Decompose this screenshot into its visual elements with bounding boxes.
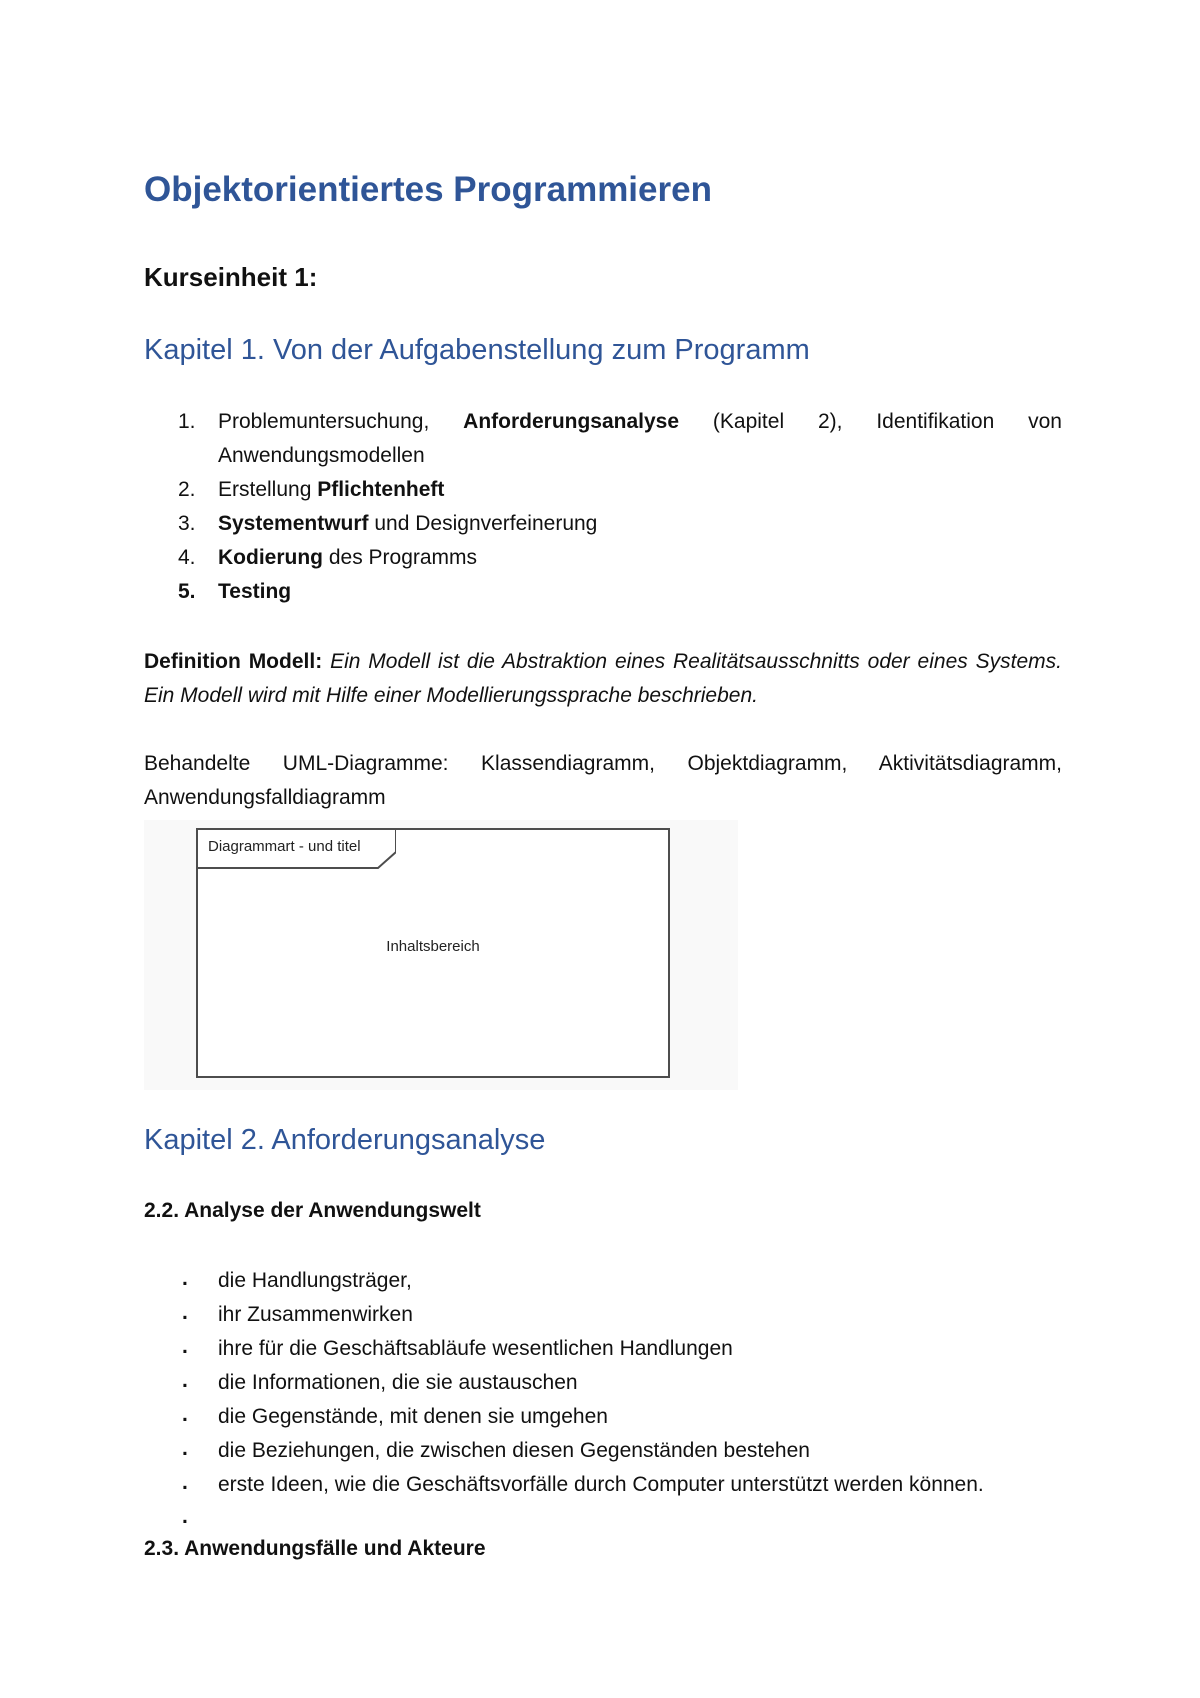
definition-label: Definition Modell: [144, 650, 323, 673]
step-keyword: Kodierung [218, 546, 323, 569]
step-item [144, 507, 1062, 541]
step-text: und Designverfeinerung [368, 512, 598, 535]
bullet-text: erste Ideen, wie die Geschäftsvorfälle durch Computer unterstützt werden können. [218, 1473, 984, 1496]
diagram-frame [196, 828, 670, 1078]
list-item [144, 1400, 1062, 1434]
step-text: des Programms [323, 546, 478, 569]
step-text: (Kapitel 2), Identifikation von Anwendungsmodellen [218, 410, 1067, 467]
bullet-marker: . [182, 1437, 188, 1460]
step-keyword: Anforderungsanalyse [463, 410, 680, 433]
bullet-marker: . [182, 1505, 188, 1528]
bullet-marker: . [182, 1335, 188, 1358]
section-2-2-heading: 2.2. Analyse der Anwendungswelt [144, 1199, 481, 1222]
uml-frame-diagram [144, 820, 738, 1090]
step-keyword: Testing [218, 580, 292, 603]
step-item [144, 541, 1062, 575]
document-title: Objektorientiertes Programmieren [144, 170, 712, 209]
section-2-3-heading: 2.3. Anwendungsfälle und Akteure [144, 1537, 486, 1560]
chapter-2-heading: Kapitel 2. Anforderungsanalyse [144, 1124, 546, 1156]
step-number: 3. [178, 512, 196, 535]
list-item [144, 1502, 1062, 1536]
bullet-marker: . [182, 1403, 188, 1426]
uml-diagrams-text: Behandelte UML-Diagramme: Klassendiagramm, Objektdiagramm, Aktivitätsdiagramm, Anwendungsfalldiagramm [144, 752, 1062, 809]
bullet-text: die Handlungsträger, [218, 1269, 412, 1292]
step-item [144, 473, 1062, 507]
bullet-marker: . [182, 1471, 188, 1494]
model-definition [144, 645, 1062, 713]
step-number: 2. [178, 478, 196, 501]
step-keyword: Systementwurf [218, 512, 369, 535]
bullet-text: die Beziehungen, die zwischen diesen Gegenständen bestehen [218, 1439, 810, 1462]
bullet-marker: . [182, 1301, 188, 1324]
diagram-content-label: Inhaltsbereich [386, 938, 480, 955]
step-item [144, 575, 1062, 609]
bullet-text: die Gegenstände, mit denen sie umgehen [218, 1405, 608, 1428]
chapter-1-heading: Kapitel 1. Von der Aufgabenstellung zum Programm [144, 334, 810, 366]
list-item [144, 1332, 1062, 1366]
step-number: 4. [178, 546, 196, 569]
course-unit-heading: Kurseinheit 1: [144, 262, 318, 292]
step-text: Problemuntersuchung, [218, 410, 464, 433]
development-steps-list [144, 405, 1067, 609]
step-keyword: Pflichtenheft [317, 478, 445, 501]
step-number: 1. [178, 410, 196, 433]
definition-text: Ein Modell ist die Abstraktion eines Realitätsausschnitts oder eines Systems. Ein Modell wird mit Hilfe einer Modellierungssprache beschrieben. [144, 650, 1062, 707]
bullet-marker: . [182, 1369, 188, 1392]
bullet-text: ihre für die Geschäftsabläufe wesentlichen Handlungen [218, 1337, 733, 1360]
list-item [144, 1434, 1062, 1468]
list-item [144, 1468, 1062, 1502]
list-item [144, 1366, 1062, 1400]
analysis-bullet-list [144, 1264, 1062, 1536]
bullet-text: ihr Zusammenwirken [218, 1303, 413, 1326]
diagram-tab-label: Diagrammart - und titel [208, 838, 361, 855]
bullet-marker: . [182, 1267, 188, 1290]
list-item [144, 1298, 1062, 1332]
step-text: Erstellung [218, 478, 318, 501]
step-number: 5. [178, 580, 196, 603]
bullet-text: die Informationen, die sie austauschen [218, 1371, 578, 1394]
list-item [144, 1264, 1062, 1298]
step-item [144, 405, 1067, 473]
